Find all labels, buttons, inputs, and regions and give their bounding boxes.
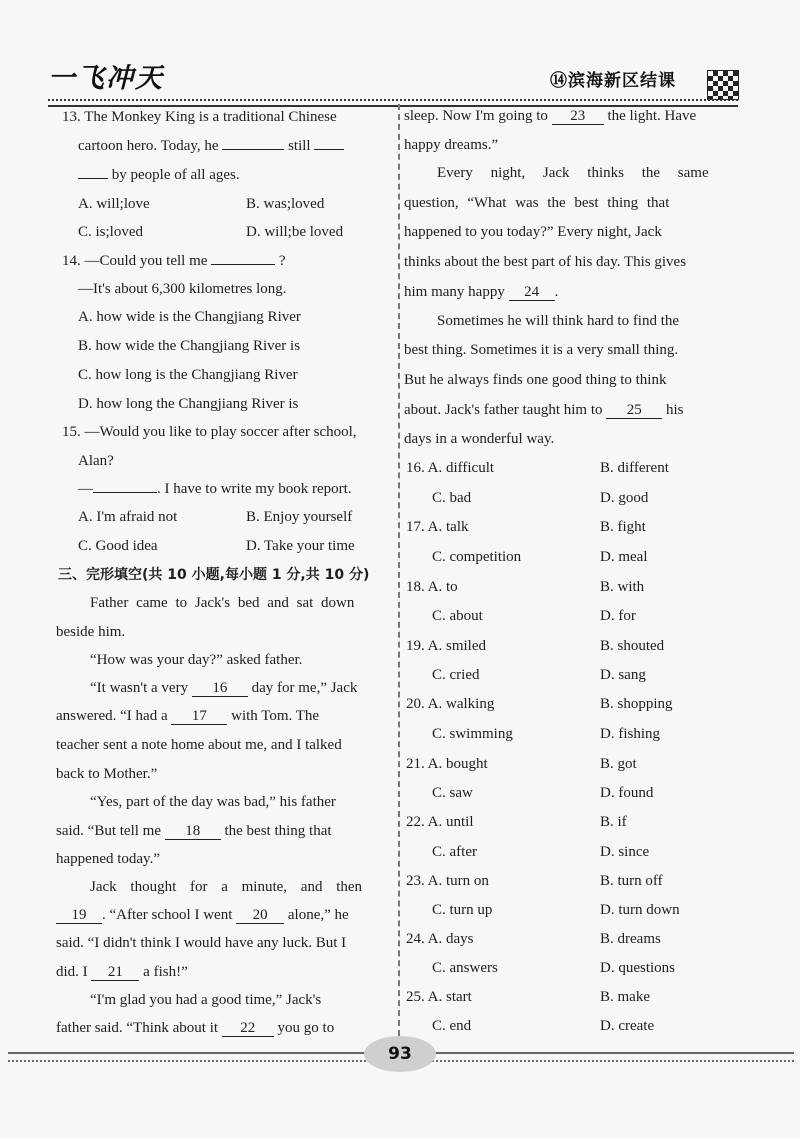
option-b: B. if — [600, 814, 627, 830]
passage-text: him many happy — [404, 284, 505, 300]
passage-line: Jack thought for a minute, and then — [90, 879, 363, 895]
q13-option-a: A. will;love — [78, 196, 150, 212]
footer-rule-left — [8, 1052, 370, 1062]
q13-line1: 13. The Monkey King is a traditional Chinese — [62, 109, 337, 125]
option-b: B. fight — [600, 519, 646, 535]
option-a: 24. A. days — [406, 931, 474, 947]
option-b: B. with — [600, 579, 645, 595]
option-a: 18. A. to — [406, 579, 458, 595]
passage-line: teacher sent a note home about me, and I talked — [56, 737, 342, 753]
option-b: B. dreams — [600, 931, 661, 947]
q15-line3 — [78, 479, 352, 499]
option-d: D. found — [600, 785, 654, 801]
passage-text: sleep. Now I'm going to — [404, 108, 548, 124]
passage-text: day for me,” Jack — [251, 680, 358, 696]
q14-text: ? — [278, 253, 286, 269]
passage-line — [404, 282, 558, 302]
passage-text: about. Jack's father taught him to — [404, 402, 603, 418]
passage-line — [56, 821, 332, 841]
q14-line2: —It's about 6,300 kilometres long. — [78, 281, 287, 297]
passage-text: did. I — [56, 964, 88, 980]
option-b: B. got — [600, 756, 637, 772]
blank-16: 16 — [192, 680, 248, 697]
q14-option-a: A. how wide is the Changjiang River — [78, 309, 301, 325]
passage-text: said. “But tell me — [56, 823, 161, 839]
option-d: D. fishing — [600, 726, 660, 742]
passage-text: the light. Have — [607, 108, 697, 124]
blank-17: 17 — [171, 708, 227, 725]
option-a: 23. A. turn on — [406, 873, 489, 889]
option-b: B. different — [600, 460, 669, 476]
checker-decoration — [707, 70, 739, 100]
passage-line: happened to you today?” Every night, Jack — [404, 224, 662, 240]
option-b: B. turn off — [600, 873, 663, 889]
passage-line: thinks about the best part of his day. This gives — [404, 254, 687, 270]
q15-line2: Alan? — [78, 453, 114, 469]
q13-option-b: B. was;loved — [246, 196, 325, 212]
answer-blank — [211, 264, 275, 265]
logo: 一飞冲天 — [48, 63, 164, 94]
series-title: ⑭滨海新区结课 — [550, 71, 676, 91]
option-c: C. answers — [432, 960, 498, 976]
blank-23: 23 — [552, 108, 604, 125]
option-c: C. bad — [432, 490, 472, 506]
q15-option-c: C. Good idea — [78, 538, 158, 554]
option-a: 22. A. until — [406, 814, 474, 830]
passage-text: “It wasn't a very — [90, 680, 189, 696]
passage-text: his — [666, 402, 684, 418]
passage-text: alone,” he — [287, 907, 349, 923]
q15-text: — — [78, 481, 93, 497]
option-d: D. questions — [600, 960, 675, 976]
option-c: C. cried — [432, 667, 480, 683]
passage-line — [404, 106, 696, 126]
passage-line: “I'm glad you had a good time,” Jack's — [90, 992, 322, 1008]
passage-text: you go to — [277, 1020, 335, 1036]
q14-option-c: C. how long is the Changjiang River — [78, 367, 298, 383]
option-d: D. for — [600, 608, 636, 624]
passage-line — [56, 1018, 334, 1038]
blank-18: 18 — [165, 823, 221, 840]
option-c: C. swimming — [432, 726, 513, 742]
q14-line1 — [62, 251, 286, 271]
passage-line: said. “I didn't think I would have any luck. But I — [56, 935, 347, 951]
answer-blank — [78, 178, 108, 179]
answer-blank — [314, 149, 344, 150]
section-heading: 三、完形填空(共 10 小题,每小题 1 分,共 10 分) — [58, 567, 370, 583]
passage-line: Every night, Jack thinks the same — [437, 165, 709, 181]
footer-rule-right — [432, 1052, 794, 1062]
passage-text: . “After school I went — [102, 907, 233, 923]
option-a: 21. A. bought — [406, 756, 488, 772]
passage-text: . — [554, 284, 559, 300]
option-b: B. make — [600, 989, 650, 1005]
passage-line — [404, 400, 684, 420]
passage-line: “Yes, part of the day was bad,” his father — [90, 794, 336, 810]
q14-text: 14. —Could you tell me — [62, 253, 208, 269]
q13-text: still — [288, 138, 311, 154]
option-c: C. turn up — [432, 902, 493, 918]
q13-option-d: D. will;be loved — [246, 224, 344, 240]
q15-option-b: B. Enjoy yourself — [246, 509, 353, 525]
option-c: C. end — [432, 1018, 472, 1034]
passage-line: happened today.” — [56, 851, 160, 867]
option-c: C. about — [432, 608, 483, 624]
option-d: D. since — [600, 844, 650, 860]
passage-line: beside him. — [56, 624, 126, 640]
passage-line: Sometimes he will think hard to find the — [437, 313, 680, 329]
q14-option-d: D. how long the Changjiang River is — [78, 396, 299, 412]
option-d: D. create — [600, 1018, 655, 1034]
q15-text: . I have to write my book report. — [157, 481, 352, 497]
blank-22: 22 — [222, 1020, 274, 1037]
option-d: D. good — [600, 490, 649, 506]
passage-text: answered. “I had a — [56, 708, 168, 724]
blank-20: 20 — [236, 907, 284, 924]
option-c: C. competition — [432, 549, 522, 565]
answer-blank — [222, 149, 284, 150]
page-number: 93 — [364, 1036, 436, 1072]
passage-line: But he always finds one good thing to think — [404, 372, 667, 388]
blank-24: 24 — [509, 284, 555, 301]
q15-option-d: D. Take your time — [246, 538, 355, 554]
passage-line — [56, 706, 319, 726]
passage-line — [90, 678, 357, 698]
q15-line1: 15. —Would you like to play soccer after school, — [62, 424, 357, 440]
q13-option-c: C. is;loved — [78, 224, 144, 240]
option-a: 19. A. smiled — [406, 638, 487, 654]
passage-text: a fish!” — [143, 964, 188, 980]
option-a: 16. A. difficult — [406, 460, 495, 476]
passage-text: with Tom. The — [231, 708, 320, 724]
q15-option-a: A. I'm afraid not — [78, 509, 178, 525]
option-b: B. shouted — [600, 638, 665, 654]
blank-19: 19 — [56, 907, 102, 924]
passage-text: the best thing that — [224, 823, 332, 839]
option-c: C. after — [432, 844, 477, 860]
passage-line — [56, 905, 349, 925]
passage-line — [56, 962, 188, 982]
blank-21: 21 — [91, 964, 139, 981]
option-c: C. saw — [432, 785, 473, 801]
option-d: D. turn down — [600, 902, 680, 918]
passage-line: Father came to Jack's bed and sat down — [90, 595, 355, 611]
passage-line: back to Mother.” — [56, 766, 158, 782]
answer-blank — [93, 492, 157, 493]
q13-line3 — [78, 165, 240, 185]
option-b: B. shopping — [600, 696, 673, 712]
option-a: 25. A. start — [406, 989, 472, 1005]
q13-text: by people of all ages. — [111, 167, 240, 183]
q14-option-b: B. how wide the Changjiang River is — [78, 338, 301, 354]
passage-line: “How was your day?” asked father. — [90, 652, 303, 668]
passage-text: father said. “Think about it — [56, 1020, 219, 1036]
q13-line2 — [78, 136, 344, 156]
column-divider — [398, 104, 400, 1036]
option-a: 20. A. walking — [406, 696, 495, 712]
option-d: D. meal — [600, 549, 648, 565]
option-d: D. sang — [600, 667, 646, 683]
passage-line: days in a wonderful way. — [404, 431, 555, 447]
passage-line: question, “What was the best thing that — [404, 195, 670, 211]
q13-text: cartoon hero. Today, he — [78, 138, 219, 154]
blank-25: 25 — [606, 402, 662, 419]
passage-line: happy dreams.” — [404, 137, 499, 153]
option-a: 17. A. talk — [406, 519, 469, 535]
passage-line: best thing. Sometimes it is a very small thing. — [404, 342, 679, 358]
